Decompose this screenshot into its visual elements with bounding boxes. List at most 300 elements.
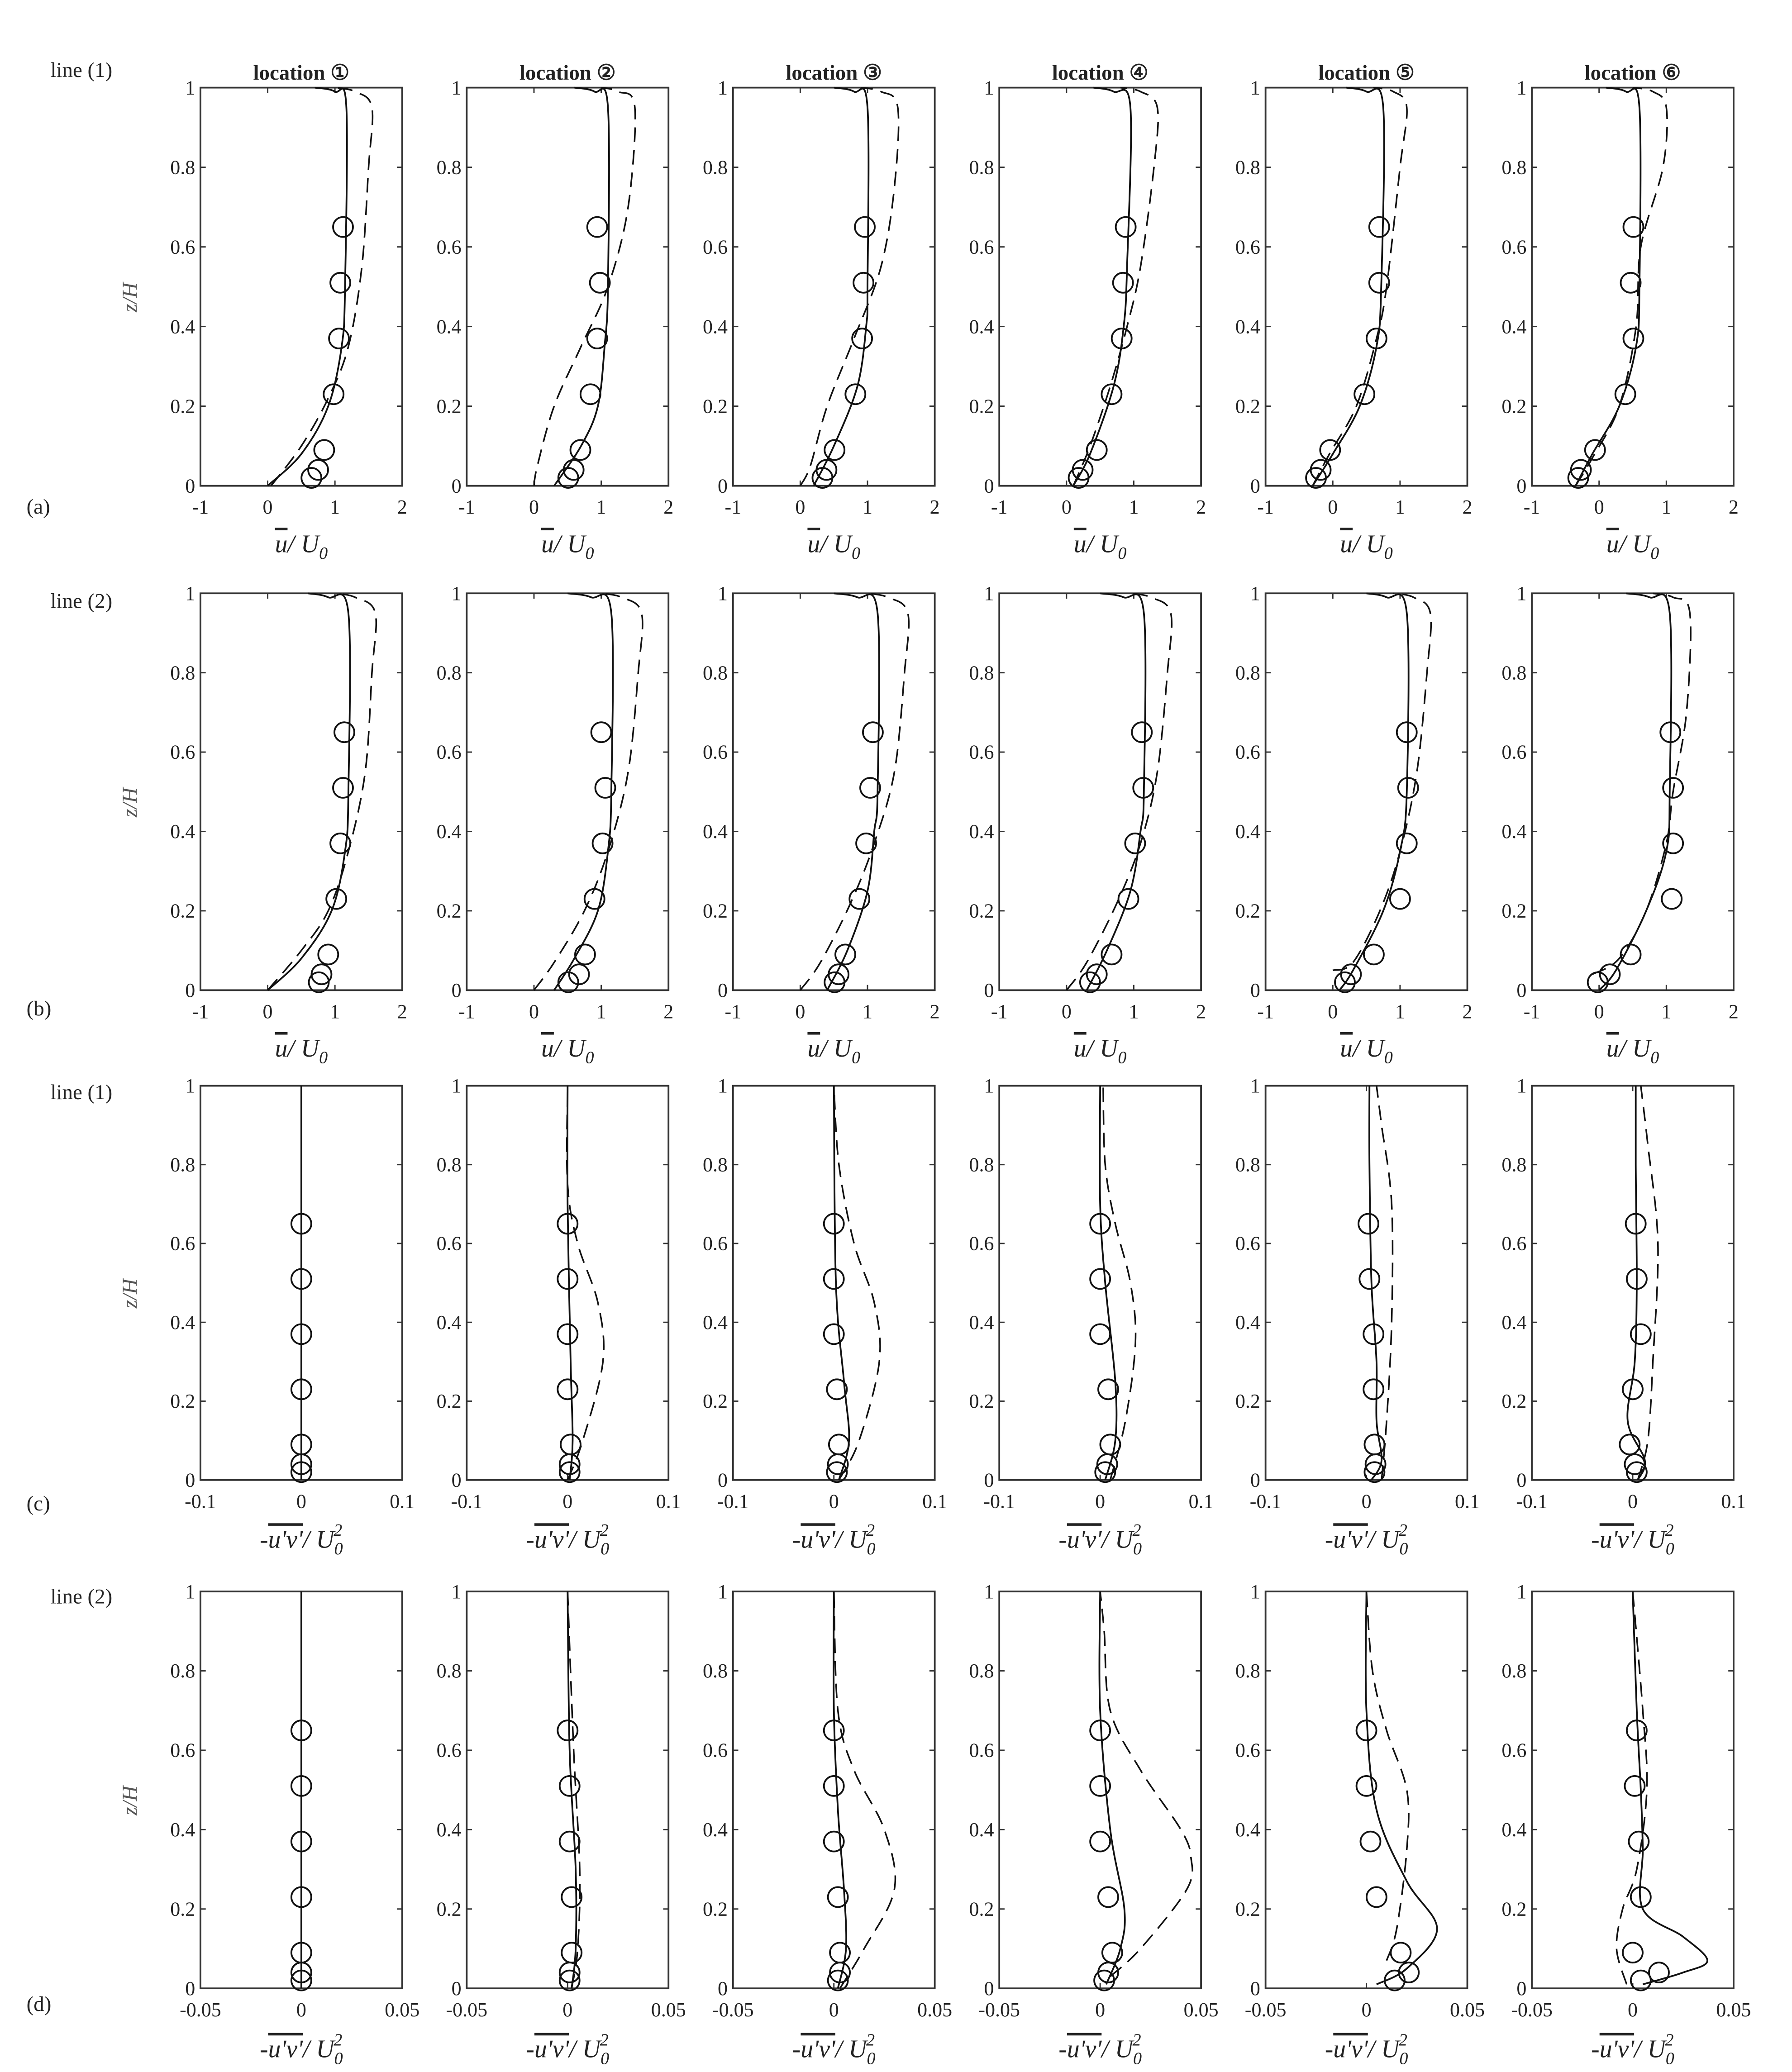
solid-series-line [268, 593, 350, 990]
x-label-subscript: 0 [334, 1539, 343, 1558]
x-tick-label: -0.1 [451, 1490, 483, 1513]
dashed-series-line [271, 88, 372, 486]
x-axis-label [807, 1034, 860, 1067]
x-tick-label: 2 [663, 1000, 674, 1023]
dashed-series-line [1100, 1591, 1192, 1977]
x-tick-label: 0 [1095, 1490, 1106, 1513]
measurement-point [558, 1379, 577, 1399]
x-tick-label: 1 [1661, 1000, 1672, 1023]
x-tick-label: 1 [863, 1000, 873, 1023]
measurement-point [829, 1434, 849, 1454]
x-label-numerator: u'v' [801, 1525, 835, 1554]
x-tick-label: 0.05 [917, 1998, 953, 2021]
x-tick-label: 0 [1594, 496, 1604, 519]
y-tick-label: 0 [984, 475, 994, 497]
y-tick-label: 0.8 [1501, 156, 1527, 179]
solid-series-line [1313, 88, 1384, 486]
y-tick-label: 0.8 [1235, 156, 1260, 179]
measurement-point [1364, 1434, 1384, 1454]
x-label-sign: - [1325, 1525, 1334, 1554]
y-tick-label: 0 [451, 475, 462, 497]
x-axis-label [1074, 1034, 1127, 1067]
x-label-subscript: 0 [319, 543, 328, 563]
y-tick-label: 1 [984, 1580, 994, 1603]
solid-series-line [1599, 593, 1672, 990]
y-tick-label: 0 [1516, 475, 1527, 497]
x-axis-label [807, 530, 860, 563]
subplot [118, 76, 407, 563]
solid-series-line [814, 88, 868, 486]
y-tick-label: 1 [1516, 1580, 1527, 1603]
y-tick-label: 1 [451, 1580, 462, 1603]
measurement-point [581, 384, 601, 404]
y-tick-label: 0 [185, 979, 195, 1001]
x-label-numerator: u'v' [1599, 1525, 1635, 1554]
axes-frame [1532, 1086, 1734, 1480]
subplot [1501, 76, 1739, 563]
subplot [1235, 582, 1473, 1067]
x-tick-label: 0 [829, 1490, 839, 1513]
x-label-numerator: u [541, 1034, 554, 1062]
dashed-series-line [1067, 593, 1172, 990]
y-tick-label: 0.6 [703, 1739, 728, 1762]
y-tick-label: 0.8 [436, 1660, 462, 1682]
y-tick-label: 0.6 [703, 236, 728, 258]
measurement-point [1625, 1776, 1644, 1796]
measurement-point [863, 722, 883, 742]
x-tick-label: 1 [596, 1000, 606, 1023]
x-label-numerator: u [1606, 1034, 1619, 1062]
y-tick-label: 0.8 [969, 1153, 994, 1176]
measurement-point [824, 1324, 844, 1344]
x-axis-label [526, 2030, 609, 2068]
y-tick-label: 1 [1516, 76, 1527, 99]
y-tick-label: 0.6 [1501, 236, 1527, 258]
x-tick-label: 0 [1328, 1000, 1338, 1023]
x-label-sign: - [1591, 2035, 1600, 2063]
y-tick-label: 0.2 [170, 1898, 195, 1920]
x-label-numerator: u'v' [268, 2035, 303, 2063]
axes-frame [1266, 593, 1468, 990]
x-tick-label: 0.05 [385, 1998, 420, 2021]
x-label-slash: / U [287, 530, 319, 558]
y-tick-label: 0.4 [170, 315, 195, 338]
x-label-superscript: 2 [334, 1520, 343, 1540]
measurement-point [330, 273, 350, 293]
y-tick-label: 0.2 [1235, 1390, 1260, 1413]
measurement-point [590, 273, 610, 293]
x-label-slash: / U [1634, 1525, 1666, 1554]
y-axis-label: z/H [118, 1278, 142, 1309]
axes-frame [1532, 88, 1734, 486]
y-tick-label: 0.6 [1235, 236, 1260, 258]
x-axis-label [1340, 530, 1393, 563]
x-label-subscript: 0 [867, 2049, 876, 2068]
x-tick-label: -0.05 [712, 1998, 754, 2021]
y-tick-label: 0 [185, 475, 195, 497]
panel-label: (b) [26, 997, 52, 1021]
y-tick-label: 0 [1250, 1469, 1260, 1491]
x-label-slash: / U [553, 1034, 586, 1062]
x-label-subscript: 0 [1133, 1539, 1142, 1558]
x-label-subscript: 0 [1384, 1048, 1393, 1067]
y-tick-label: 0 [451, 979, 462, 1001]
x-label-numerator: u [807, 1034, 820, 1062]
x-tick-label: -0.05 [978, 1998, 1020, 2021]
y-tick-label: 0.8 [969, 156, 994, 179]
measurement-point [1113, 273, 1133, 293]
y-tick-label: 0.4 [703, 315, 728, 338]
y-tick-label: 0.2 [1501, 395, 1527, 418]
axes-frame [200, 593, 402, 990]
axes-frame [1532, 1591, 1734, 1988]
x-label-superscript: 2 [1665, 2030, 1674, 2050]
x-axis-label [792, 1521, 876, 1558]
y-tick-label: 0.6 [436, 1232, 462, 1255]
measurement-point [1116, 217, 1136, 237]
axes-frame [999, 593, 1201, 990]
subplot [437, 1075, 681, 1558]
y-tick-label: 0 [718, 475, 728, 497]
location-title-4: location ④ [1052, 61, 1149, 85]
x-label-superscript: 2 [866, 2030, 875, 2050]
x-tick-label: 2 [1196, 1000, 1206, 1023]
y-tick-label: 0.2 [436, 900, 462, 922]
y-tick-label: 0.8 [703, 662, 728, 684]
y-tick-label: 0 [451, 1977, 462, 2000]
x-label-subscript: 0 [1118, 543, 1127, 563]
y-tick-label: 0.8 [436, 1153, 462, 1176]
measurement-point [558, 1720, 577, 1740]
y-tick-label: 0 [1250, 979, 1260, 1001]
subplot [703, 1075, 947, 1558]
y-tick-label: 0.8 [170, 1660, 195, 1682]
x-tick-label: 0 [795, 1000, 805, 1023]
x-axis-label [275, 530, 328, 563]
subplot [1501, 1075, 1746, 1558]
x-tick-label: -1 [458, 496, 475, 519]
measurement-point [1623, 329, 1643, 348]
x-axis-label [1325, 2030, 1408, 2068]
y-tick-label: 0.8 [170, 156, 195, 179]
x-tick-label: 0 [529, 496, 539, 519]
solid-series-line [1576, 88, 1641, 486]
y-tick-label: 0.4 [170, 1311, 195, 1334]
x-axis-label [1058, 1521, 1142, 1558]
x-tick-label: -1 [991, 496, 1008, 519]
x-tick-label: 0.05 [1183, 1998, 1219, 2021]
y-tick-label: 0.8 [1235, 662, 1260, 684]
x-tick-label: 2 [1728, 496, 1739, 519]
dashed-series-line [1638, 1086, 1658, 1480]
y-tick-label: 0.4 [1501, 820, 1527, 843]
measurement-point [329, 329, 349, 348]
row-line-label: line (2) [50, 1585, 113, 1609]
subplot [703, 76, 940, 563]
y-tick-label: 0.4 [1235, 1311, 1260, 1334]
y-tick-label: 1 [185, 1580, 195, 1603]
x-tick-label: 1 [596, 496, 606, 519]
measurement-point [824, 1776, 844, 1796]
solid-series-line [1073, 88, 1131, 486]
x-label-slash: / U [1634, 2035, 1666, 2063]
y-tick-label: 1 [1250, 1075, 1260, 1097]
axes-frame [1266, 88, 1468, 486]
y-tick-label: 0.8 [1501, 1660, 1527, 1682]
y-tick-label: 1 [1250, 582, 1260, 605]
y-tick-label: 0.2 [170, 900, 195, 922]
x-label-numerator: u'v' [534, 2035, 569, 2063]
y-tick-label: 0.6 [436, 1739, 462, 1762]
x-label-subscript: 0 [851, 1048, 861, 1067]
x-label-numerator: u [1340, 1034, 1353, 1062]
y-tick-label: 0.4 [170, 820, 195, 843]
y-tick-label: 0.4 [1235, 315, 1260, 338]
measurement-point [1629, 1832, 1649, 1852]
x-label-sign: - [260, 1525, 268, 1554]
y-tick-label: 0.8 [969, 1660, 994, 1682]
y-tick-label: 0.8 [436, 662, 462, 684]
x-label-sign: - [792, 2035, 801, 2063]
measurement-point [1621, 944, 1641, 964]
x-tick-label: 2 [1728, 1000, 1739, 1023]
x-label-superscript: 2 [1398, 1520, 1407, 1540]
x-tick-label: 0.1 [1721, 1490, 1746, 1513]
x-axis-label [260, 2030, 343, 2068]
subplot [969, 582, 1206, 1067]
x-label-superscript: 2 [866, 1520, 875, 1540]
x-label-sign: - [1058, 1525, 1067, 1554]
y-tick-label: 0 [1516, 1977, 1527, 2000]
x-label-subscript: 0 [585, 1048, 594, 1067]
x-label-slash: / U [1086, 1034, 1118, 1062]
x-tick-label: 0 [1061, 1000, 1072, 1023]
solid-series-line [1087, 593, 1145, 990]
x-tick-label: 0 [562, 1490, 573, 1513]
y-tick-label: 0.8 [170, 1153, 195, 1176]
x-axis-label [1058, 2030, 1142, 2068]
x-label-subscript: 0 [334, 2049, 343, 2068]
subplot [1235, 1075, 1480, 1558]
axes-frame [467, 88, 668, 486]
subplot [118, 1581, 419, 2068]
measurement-point [558, 1269, 577, 1289]
measurement-point [1367, 1887, 1387, 1907]
x-label-numerator: u [1073, 530, 1087, 558]
dashed-series-line [1313, 88, 1407, 486]
y-tick-label: 0.8 [1235, 1660, 1260, 1682]
x-label-numerator: u [541, 530, 554, 558]
x-tick-label: -1 [724, 1000, 742, 1023]
x-tick-label: 0.1 [656, 1490, 681, 1513]
row-a [27, 58, 1739, 563]
measurement-point [1087, 440, 1107, 460]
x-tick-label: 0 [1628, 1490, 1638, 1513]
x-label-slash: / U [553, 530, 586, 558]
location-title-5: location ⑤ [1318, 61, 1415, 85]
x-tick-label: 2 [1462, 496, 1473, 519]
measurement-point [1391, 1943, 1411, 1962]
y-tick-label: 0.6 [1235, 1232, 1260, 1255]
row-b [27, 582, 1739, 1067]
x-tick-label: 0.1 [1188, 1490, 1214, 1513]
subplot [437, 1581, 686, 2068]
y-tick-label: 0.6 [969, 1739, 994, 1762]
x-label-numerator: u [275, 530, 288, 558]
y-tick-label: 0.6 [969, 741, 994, 763]
y-tick-label: 1 [185, 1075, 195, 1097]
measurement-point [561, 1434, 581, 1454]
y-tick-label: 0.4 [969, 1819, 994, 1841]
x-tick-label: 2 [663, 496, 674, 519]
y-tick-label: 0.2 [436, 395, 462, 418]
y-tick-label: 0.2 [969, 900, 994, 922]
x-tick-label: 2 [929, 1000, 940, 1023]
measurement-point [1369, 217, 1389, 237]
measurement-point [562, 1887, 581, 1907]
y-tick-label: 1 [718, 1075, 728, 1097]
panel-label: (c) [26, 1492, 50, 1516]
measurement-point [562, 1943, 581, 1962]
y-tick-label: 0.2 [1501, 900, 1527, 922]
x-label-slash: / U [569, 2035, 601, 2063]
y-tick-label: 1 [718, 582, 728, 605]
y-tick-label: 0.4 [436, 1819, 462, 1841]
subplot [437, 582, 674, 1067]
x-axis-label [275, 1034, 328, 1067]
x-tick-label: 0 [1628, 1998, 1638, 2021]
axes-frame [733, 593, 935, 990]
x-tick-label: 0 [1328, 496, 1338, 519]
y-tick-label: 0 [1250, 475, 1260, 497]
x-tick-label: -0.05 [446, 1998, 488, 2021]
x-label-subscript: 0 [1650, 1048, 1659, 1067]
x-label-subscript: 0 [1118, 1048, 1127, 1067]
x-tick-label: -1 [458, 1000, 475, 1023]
y-tick-label: 0.8 [1235, 1153, 1260, 1176]
y-tick-label: 0 [1516, 979, 1527, 1001]
row-c [27, 1075, 1746, 1558]
x-label-numerator: u'v' [1333, 1525, 1368, 1554]
solid-series-line [567, 1591, 576, 1988]
x-label-subscript: 0 [867, 1539, 876, 1558]
dashed-series-line [1592, 593, 1691, 974]
y-tick-label: 0.2 [969, 1898, 994, 1920]
y-tick-label: 0 [984, 979, 994, 1001]
x-axis-label [1591, 1521, 1674, 1558]
y-tick-label: 1 [984, 1075, 994, 1097]
location-title-6: location ⑥ [1584, 61, 1681, 85]
x-label-subscript: 0 [1384, 543, 1393, 563]
y-tick-label: 0 [185, 1469, 195, 1491]
axes-frame [467, 593, 668, 990]
x-label-slash: / U [1086, 530, 1118, 558]
x-label-sign: - [526, 2035, 534, 2063]
x-axis-label [541, 530, 594, 563]
subplot [118, 582, 407, 1067]
y-tick-label: 0.2 [1235, 395, 1260, 418]
measurement-point [571, 440, 591, 460]
dashed-series-line [1103, 1086, 1136, 1480]
y-tick-label: 0.2 [703, 900, 728, 922]
axes-frame [1266, 1086, 1468, 1480]
measurement-point [558, 1324, 577, 1344]
y-tick-label: 0 [984, 1469, 994, 1491]
x-label-numerator: u'v' [801, 2035, 835, 2063]
x-tick-label: -0.1 [983, 1490, 1015, 1513]
x-tick-label: 0 [296, 1490, 306, 1513]
x-axis-label [541, 1034, 594, 1067]
measurement-point [1125, 834, 1145, 853]
x-label-slash: / U [1368, 1525, 1400, 1554]
y-tick-label: 0.2 [170, 1390, 195, 1413]
x-label-numerator: u [1606, 530, 1619, 558]
dashed-series-line [800, 88, 898, 486]
measurement-point [1364, 944, 1384, 964]
x-label-superscript: 2 [1132, 2030, 1141, 2050]
x-label-subscript: 0 [601, 2049, 610, 2068]
y-tick-label: 0.6 [1501, 1739, 1527, 1762]
dashed-series-line [1616, 1591, 1647, 1984]
measurement-point [1662, 889, 1682, 909]
y-tick-label: 1 [185, 582, 195, 605]
x-label-subscript: 0 [1133, 2049, 1142, 2068]
y-tick-label: 0.6 [1501, 741, 1527, 763]
x-tick-label: 1 [330, 496, 340, 519]
y-tick-label: 0.8 [436, 156, 462, 179]
y-tick-label: 0.4 [1501, 1819, 1527, 1841]
y-tick-label: 0.2 [1501, 1898, 1527, 1920]
x-tick-label: 0.05 [651, 1998, 686, 2021]
y-axis-label: z/H [118, 282, 142, 312]
y-axis-label: z/H [118, 1786, 142, 1815]
y-tick-label: 0 [718, 1977, 728, 2000]
y-tick-label: 0.6 [436, 741, 462, 763]
y-tick-label: 0.4 [703, 820, 728, 843]
measurement-point [855, 217, 875, 237]
y-tick-label: 0.2 [436, 1898, 462, 1920]
y-tick-label: 1 [718, 1580, 728, 1603]
x-label-slash: / U [303, 1525, 334, 1554]
y-tick-label: 1 [984, 582, 994, 605]
measurement-point [852, 329, 872, 348]
dashed-series-line [1367, 1591, 1409, 1961]
x-tick-label: 0 [296, 1998, 306, 2021]
y-tick-label: 0 [185, 1977, 195, 2000]
x-label-subscript: 0 [1665, 2049, 1674, 2068]
x-label-sign: - [526, 1525, 534, 1554]
x-tick-label: -0.1 [185, 1490, 216, 1513]
panel-label: (d) [26, 1992, 52, 2016]
subplot [437, 76, 674, 563]
x-label-slash: / U [569, 1525, 601, 1554]
x-axis-label [526, 1521, 609, 1558]
y-tick-label: 0.4 [703, 1311, 728, 1334]
row-d [27, 1581, 1751, 2068]
x-label-sign: - [1325, 2035, 1334, 2063]
x-tick-label: -1 [724, 496, 742, 519]
subplot [1235, 76, 1473, 563]
y-tick-label: 1 [984, 76, 994, 99]
subplot [969, 1581, 1218, 2068]
x-axis-label [1591, 2030, 1674, 2068]
x-tick-label: 0 [262, 496, 273, 519]
measurement-point [587, 217, 607, 237]
x-tick-label: 0 [1361, 1998, 1372, 2021]
x-label-numerator: u [1073, 1034, 1087, 1062]
y-tick-label: 0.2 [703, 395, 728, 418]
y-tick-label: 0.4 [969, 315, 994, 338]
